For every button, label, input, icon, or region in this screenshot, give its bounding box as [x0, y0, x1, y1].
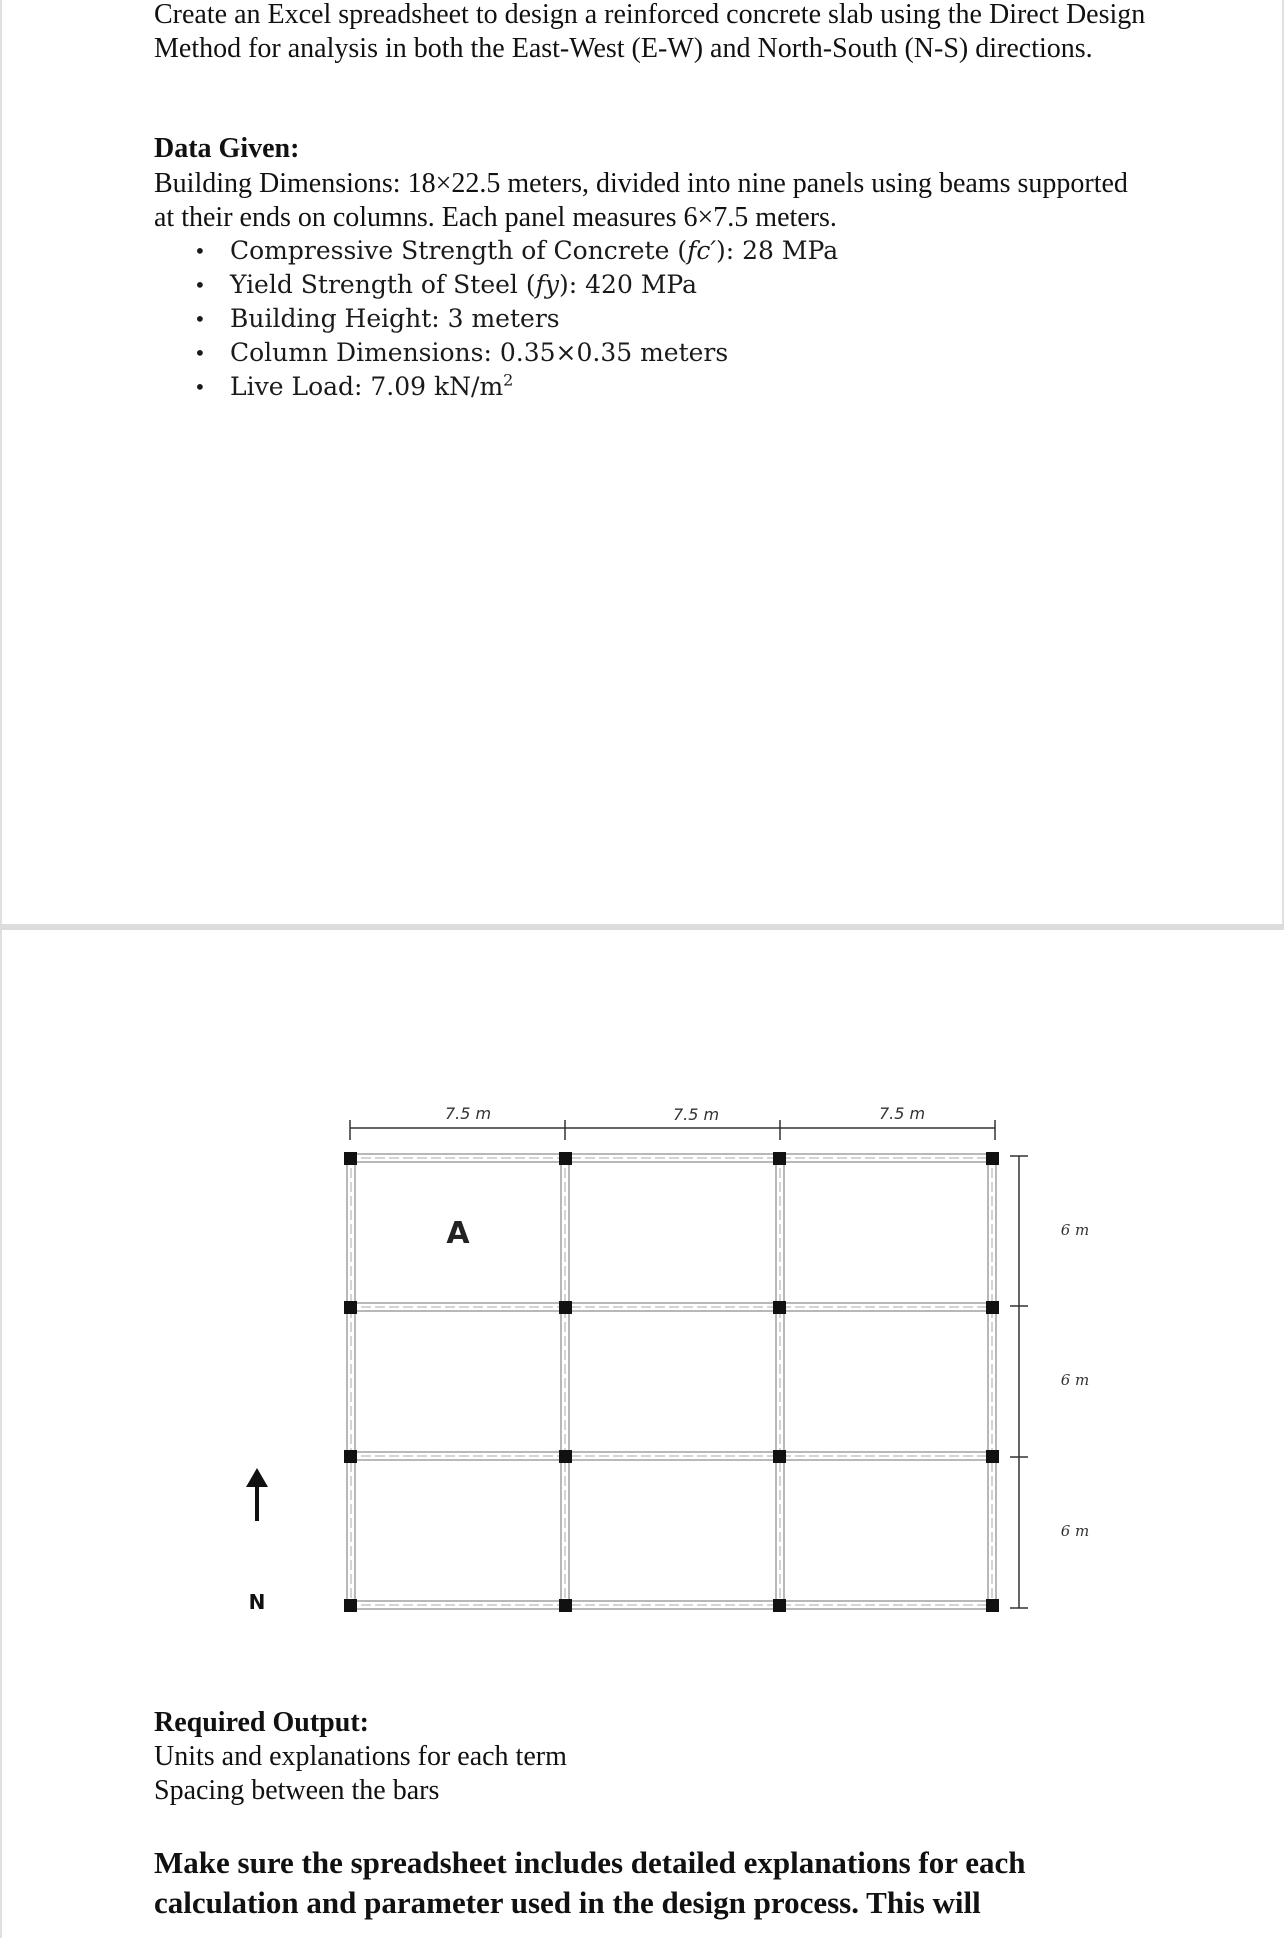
beam-centerlines — [347, 1154, 993, 1609]
bullet-icon: • — [194, 273, 206, 297]
floor-plan-diagram — [2, 930, 1284, 1630]
panel-label-a: A — [446, 1216, 470, 1251]
list-item-fc: • Compressive Strength of Concrete (fc′): 28 MPa — [230, 234, 838, 268]
bay-label-2: 6 m — [1060, 1371, 1090, 1389]
required-output-heading: Required Output: — [154, 1707, 369, 1738]
span-label-3: 7.5 m — [878, 1104, 926, 1123]
bullet-icon: • — [194, 307, 206, 331]
north-label: N — [248, 1590, 266, 1614]
list-item-live-load: • Live Load: 7.09 $kN/m^2$ — [230, 370, 838, 404]
span-label-2: 7.5 m — [672, 1105, 720, 1124]
dimension-lines-right — [1010, 1156, 1028, 1608]
required-output-line-1: Units and explanations for each term — [154, 1741, 567, 1772]
list-item-fy: • Yield Strength of Steel (fy): 420 MPa — [230, 268, 838, 302]
bay-label-1: 6 m — [1060, 1221, 1090, 1239]
bullet-icon: • — [194, 239, 206, 263]
bullet-icon: • — [194, 375, 206, 399]
list-item-height: • Building Height: 3 meters — [230, 302, 838, 336]
closing-note: Make sure the spreadsheet includes detailed explanations for each calculation and parameter used in the design process. This will — [154, 1845, 1026, 1920]
bullet-icon: • — [194, 341, 206, 365]
document-page-2 — [0, 930, 1284, 1938]
beam-outlines — [347, 1154, 996, 1609]
data-given-heading: Data Given: — [154, 133, 300, 164]
document-page-1 — [0, 0, 1284, 927]
building-dimensions-text: Building Dimensions: 18×22.5 meters, divided into nine panels using beams supported at their ends on columns. Each panel measures 6×7.5 meters. — [154, 168, 1128, 233]
required-output-line-2: Spacing between the bars — [154, 1775, 440, 1806]
intro-paragraph: Create an Excel spreadsheet to design a reinforced concrete slab using the Direct Design Method for analysis in both the East-West (E-W) and North-South (N-S) directions. — [154, 0, 1146, 64]
data-list — [194, 234, 839, 404]
columns — [344, 1152, 999, 1612]
span-label-1: 7.5 m — [444, 1104, 492, 1123]
list-item-column: • Column Dimensions: 0.35×0.35 meters — [230, 336, 838, 370]
north-arrow-icon — [246, 1468, 268, 1521]
bay-label-3: 6 m — [1060, 1522, 1090, 1540]
